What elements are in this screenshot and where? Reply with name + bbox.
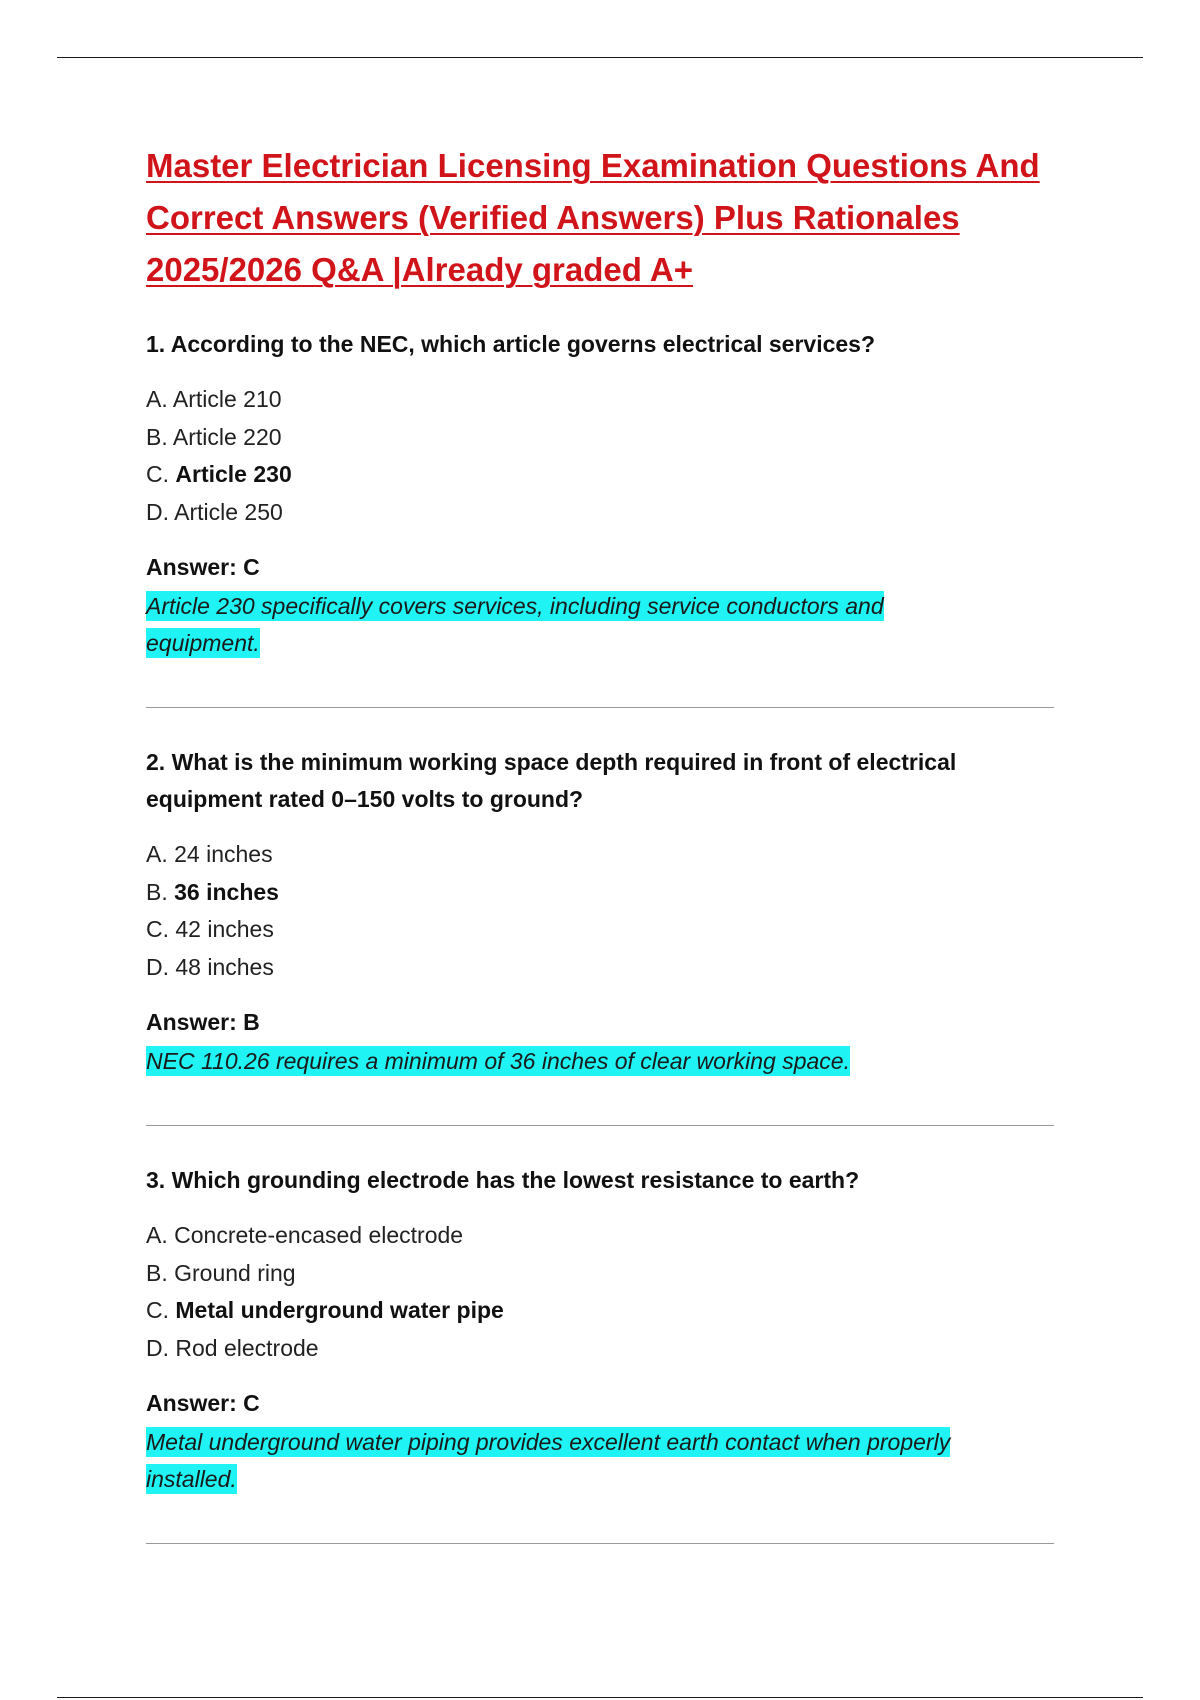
question-text: 3. Which grounding electrode has the lowest resistance to earth? bbox=[146, 1167, 860, 1193]
option-c bbox=[146, 911, 1066, 949]
option-letter: D. bbox=[146, 953, 176, 980]
option-text-correct: Metal underground water pipe bbox=[175, 1297, 504, 1323]
question-text: 2. What is the minimum working space depth required in front of electrical equipment rated 0–150 volts to ground? bbox=[146, 749, 957, 812]
option-text: Rod electrode bbox=[175, 1334, 319, 1361]
option-letter: C. bbox=[146, 1297, 176, 1323]
document-title: Master Electrician Licensing Examination Questions And Correct Answers (Verified Answers) Plus Rationales 2025/2026 Q&A |Already graded A+ bbox=[146, 147, 1040, 288]
options-list bbox=[146, 1217, 1066, 1367]
option-letter: A. bbox=[146, 386, 173, 412]
option-letter: A. bbox=[146, 1222, 175, 1248]
page-top-rule bbox=[57, 57, 1143, 58]
rationale bbox=[146, 1043, 966, 1080]
option-letter: B. bbox=[146, 878, 175, 905]
document-content bbox=[146, 140, 1066, 1580]
option-text: 24 inches bbox=[174, 841, 273, 867]
option-b bbox=[146, 874, 1066, 912]
option-text: 42 inches bbox=[175, 916, 274, 942]
option-letter: D. bbox=[146, 498, 175, 525]
option-a bbox=[146, 836, 1066, 874]
question-text: 1. According to the NEC, which article governs electrical services? bbox=[146, 331, 876, 357]
page-bottom-rule bbox=[57, 1697, 1143, 1698]
answer-label: Answer: B bbox=[146, 1009, 260, 1035]
option-letter: A. bbox=[146, 841, 175, 867]
rationale bbox=[146, 588, 966, 662]
option-text: Ground ring bbox=[174, 1259, 296, 1286]
option-letter: B. bbox=[146, 423, 173, 450]
option-text: Article 220 bbox=[172, 423, 282, 450]
option-letter: B. bbox=[146, 1259, 175, 1286]
section-divider bbox=[146, 707, 1054, 708]
option-c bbox=[146, 1292, 1066, 1330]
question-3 bbox=[146, 1162, 1066, 1498]
rationale bbox=[146, 1424, 966, 1498]
option-text: Article 210 bbox=[172, 386, 282, 412]
option-text-correct: 36 inches bbox=[174, 878, 279, 905]
question-2 bbox=[146, 744, 1066, 1080]
options-list bbox=[146, 381, 1066, 531]
option-b bbox=[146, 1255, 1066, 1293]
option-d bbox=[146, 1330, 1066, 1368]
option-letter: C. bbox=[146, 916, 176, 942]
option-text: Article 250 bbox=[174, 498, 283, 525]
rationale-highlight: NEC 110.26 requires a minimum of 36 inches of clear working space. bbox=[146, 1048, 850, 1074]
option-b bbox=[146, 419, 1066, 457]
section-divider bbox=[146, 1125, 1054, 1126]
option-text: 48 inches bbox=[175, 953, 274, 980]
option-letter: C. bbox=[146, 461, 176, 487]
section-divider bbox=[146, 1543, 1054, 1544]
answer-label: Answer: C bbox=[146, 554, 260, 580]
option-d bbox=[146, 494, 1066, 532]
rationale-highlight: Article 230 specifically covers services, including service conductors and equipment. bbox=[146, 593, 884, 656]
option-a bbox=[146, 1217, 1066, 1255]
question-1 bbox=[146, 326, 1066, 662]
option-text: Concrete-encased electrode bbox=[174, 1222, 464, 1248]
option-letter: D. bbox=[146, 1334, 176, 1361]
option-c bbox=[146, 456, 1066, 494]
rationale-highlight: Metal underground water piping provides excellent earth contact when properly installed. bbox=[146, 1429, 951, 1492]
options-list bbox=[146, 836, 1066, 986]
option-a bbox=[146, 381, 1066, 419]
option-text-correct: Article 230 bbox=[175, 461, 292, 487]
answer-label: Answer: C bbox=[146, 1390, 260, 1416]
option-d bbox=[146, 949, 1066, 987]
